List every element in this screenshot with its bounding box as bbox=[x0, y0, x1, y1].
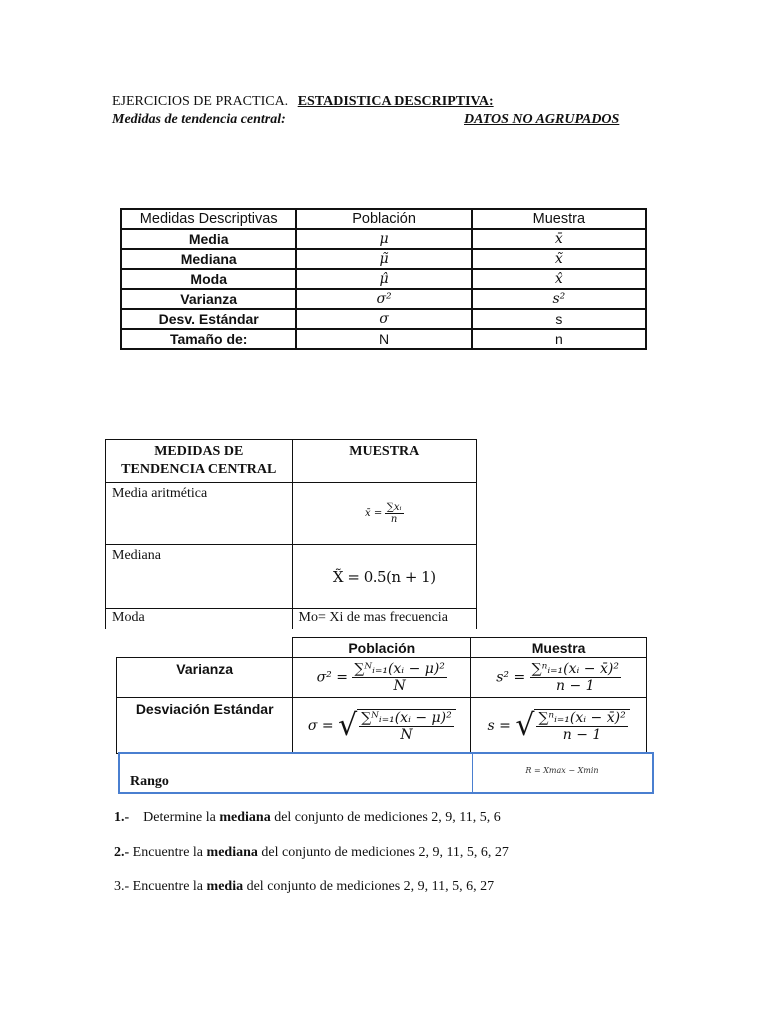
radicand bbox=[534, 709, 629, 743]
fraction-numerator: ∑xᵢ bbox=[386, 502, 402, 513]
fraction-denominator: N bbox=[393, 678, 406, 694]
square-root bbox=[515, 709, 629, 743]
row-label: Moda bbox=[106, 609, 293, 630]
row-label: Media aritmética bbox=[106, 483, 293, 545]
table-header-cell: Medidas Descriptivas bbox=[121, 209, 296, 229]
row-label: Mediana bbox=[106, 545, 293, 609]
row-label: Varianza bbox=[121, 289, 296, 309]
rango-formula: R = Xmax − Xmin bbox=[525, 766, 599, 775]
sample-symbol: n bbox=[472, 329, 646, 349]
table-row bbox=[106, 609, 477, 630]
header-line-2 bbox=[112, 112, 620, 128]
exercise-number: 1.- bbox=[114, 810, 130, 825]
table-header-cell: Población bbox=[293, 638, 471, 658]
moda-formula: Mo= Xi de mas frecuencia bbox=[292, 609, 476, 630]
exercise-text-bold: mediana bbox=[219, 810, 271, 825]
table-row bbox=[121, 249, 646, 269]
fraction-numerator: ∑ᴺᵢ₌₁(xᵢ − μ)² bbox=[354, 661, 445, 677]
table-row bbox=[121, 289, 646, 309]
dispersion-table bbox=[116, 637, 647, 754]
table-header-cell: Muestra bbox=[471, 638, 647, 658]
table-header-cell: MUESTRA bbox=[292, 440, 476, 483]
mediana-formula: X̃ = 0.5(n + 1) bbox=[292, 545, 476, 609]
formula-lhs: σ = bbox=[307, 717, 334, 734]
sample-symbol: s bbox=[472, 309, 646, 329]
radicand bbox=[357, 709, 456, 743]
formula-lhs: x̄ = bbox=[365, 508, 383, 519]
header-title-bold: ESTADISTICA DESCRIPTIVA: bbox=[297, 94, 494, 109]
population-symbol: μ bbox=[296, 229, 471, 249]
population-symbol: μ̃ bbox=[296, 249, 471, 269]
table-row bbox=[106, 545, 477, 609]
formula-lhs: s = bbox=[487, 717, 511, 734]
rango-box bbox=[118, 752, 654, 794]
square-root bbox=[338, 709, 456, 743]
fraction bbox=[530, 661, 621, 694]
fraction-numerator: ∑ⁿᵢ₌₁(xᵢ − x̄)² bbox=[531, 661, 619, 677]
row-label: Media bbox=[121, 229, 296, 249]
table-header-cell: Población bbox=[296, 209, 471, 229]
population-symbol: μ̂ bbox=[296, 269, 471, 289]
exercise-number: 2.- bbox=[114, 845, 130, 860]
header-subtitle-right: DATOS NO AGRUPADOS bbox=[464, 112, 620, 127]
exercise-text-pre: Encuentre la bbox=[132, 879, 204, 894]
empty-cell bbox=[117, 638, 293, 658]
fraction bbox=[359, 710, 454, 743]
sample-symbol: x̄ bbox=[472, 229, 646, 249]
fraction-denominator: n − 1 bbox=[556, 678, 595, 694]
row-label: Varianza bbox=[117, 658, 293, 698]
fraction-denominator: n bbox=[390, 514, 398, 525]
exercise-text-post: del conjunto de mediciones 2, 9, 11, 5, 6, 27 bbox=[246, 879, 495, 894]
exercise-text-post: del conjunto de mediciones 2, 9, 11, 5, 6 bbox=[274, 810, 501, 825]
fraction-denominator: n − 1 bbox=[562, 726, 602, 743]
sample-symbol: x̂ bbox=[472, 269, 646, 289]
central-tendency-table bbox=[105, 439, 477, 629]
table-header-cell: Muestra bbox=[472, 209, 646, 229]
radical-icon: √ bbox=[338, 707, 358, 743]
table-row bbox=[106, 483, 477, 545]
exercise-number: 3.- bbox=[114, 879, 130, 894]
media-formula bbox=[292, 483, 476, 545]
table-row bbox=[121, 329, 646, 349]
population-symbol: N bbox=[296, 329, 471, 349]
fraction-numerator: ∑ⁿᵢ₌₁(xᵢ − x̄)² bbox=[538, 709, 626, 726]
table-row bbox=[121, 309, 646, 329]
sample-symbol: x̃ bbox=[472, 249, 646, 269]
population-symbol: σ bbox=[296, 309, 471, 329]
table-header-cell: MEDIDAS DE TENDENCIA CENTRAL bbox=[106, 440, 293, 483]
exercise-text-post: del conjunto de mediciones 2, 9, 11, 5, 6, 27 bbox=[261, 845, 509, 860]
fraction bbox=[385, 502, 404, 525]
formula-lhs: σ² = bbox=[316, 669, 348, 686]
exercise-text-bold: mediana bbox=[206, 845, 258, 860]
header-subtitle: Medidas de tendencia central: bbox=[112, 112, 286, 127]
table-row bbox=[121, 269, 646, 289]
descriptive-measures-table bbox=[120, 208, 647, 350]
rango-label: Rango bbox=[130, 774, 169, 789]
exercise-text-bold: media bbox=[206, 879, 244, 894]
exercise-text-pre: Determine la bbox=[143, 810, 216, 825]
exercise-3 bbox=[114, 879, 494, 895]
header-title-prefix: EJERCICIOS DE PRACTICA. bbox=[112, 94, 289, 109]
fraction bbox=[536, 710, 627, 743]
stddev-sample-formula bbox=[471, 698, 647, 754]
table-header-row bbox=[121, 209, 646, 229]
radical-icon: √ bbox=[515, 707, 535, 743]
fraction-denominator: N bbox=[400, 726, 413, 743]
row-label: Mediana bbox=[121, 249, 296, 269]
table-row bbox=[117, 658, 647, 698]
stddev-population-formula bbox=[293, 698, 471, 754]
exercise-1 bbox=[114, 810, 501, 826]
row-label: Desviación Estándar bbox=[117, 698, 293, 754]
variance-population-formula bbox=[293, 658, 471, 698]
table-row bbox=[121, 229, 646, 249]
table-header-row bbox=[117, 638, 647, 658]
population-symbol: σ² bbox=[296, 289, 471, 309]
exercise-2 bbox=[114, 845, 509, 861]
fraction-numerator: ∑ᴺᵢ₌₁(xᵢ − μ)² bbox=[361, 709, 452, 726]
row-label: Desv. Estándar bbox=[121, 309, 296, 329]
sample-symbol: s² bbox=[472, 289, 646, 309]
exercise-text-pre: Encuentre la bbox=[132, 845, 204, 860]
header-line-1 bbox=[112, 94, 494, 110]
row-label: Tamaño de: bbox=[121, 329, 296, 349]
row-label: Moda bbox=[121, 269, 296, 289]
table-row bbox=[117, 698, 647, 754]
fraction bbox=[352, 661, 447, 694]
table-header-row bbox=[106, 440, 477, 483]
variance-sample-formula bbox=[471, 658, 647, 698]
formula-lhs: s² = bbox=[496, 669, 526, 686]
